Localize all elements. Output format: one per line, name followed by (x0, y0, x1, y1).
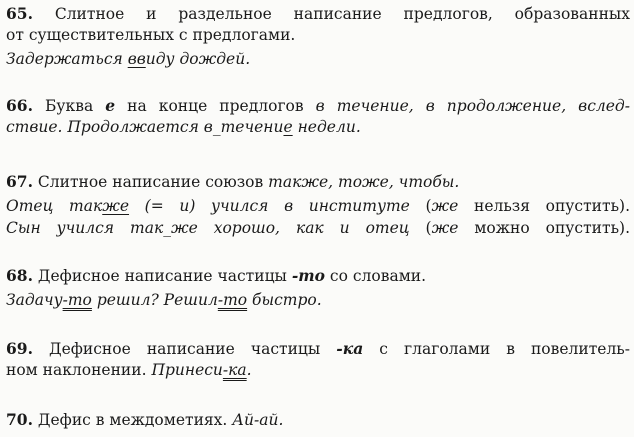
example-text: ствие. Продолжается в_течени (6, 118, 284, 136)
rule-65-title-line2 (6, 25, 630, 45)
rule-text: Буква (45, 97, 106, 115)
rule-67-title (6, 172, 630, 192)
rule-68-title (6, 266, 630, 286)
example-text: быстро. (247, 291, 322, 309)
example-text: Сын учился так_же хорошо, как и отец (6, 219, 410, 237)
example-text: Задержаться (6, 50, 128, 68)
rule-text: Слитное и раздельное написание предлогов, образованных (54, 5, 630, 23)
example-text: (= и) учился в институте (129, 197, 410, 215)
rule-text: Дефисное написание частицы (49, 340, 337, 358)
example-text: Принеси (151, 361, 223, 379)
example-note: ( (409, 219, 432, 237)
rule-number: 67. (6, 172, 33, 191)
rule-66-title-line2 (6, 117, 630, 137)
example-note-word: же (431, 197, 459, 215)
rule-67-example-1 (6, 196, 630, 216)
rule-text: Дефисное написание частицы (37, 267, 292, 285)
example-underlined: же (102, 197, 130, 215)
example-text: Задачу (6, 291, 63, 309)
rule-number: 70. (6, 410, 33, 429)
rule-text: Дефис в междометиях. (37, 411, 233, 429)
rule-example-words: в течение, в продолжение, вслед- (315, 97, 630, 115)
rule-65-example (6, 49, 630, 69)
rule-67-example-2 (6, 218, 630, 238)
rule-number: 65. (6, 4, 33, 23)
rule-68-example (6, 290, 630, 310)
rule-letter: е (105, 96, 116, 115)
rule-text: на конце предлогов (115, 97, 316, 115)
rule-66-title-line1 (6, 96, 630, 116)
example-underlined: -ка (222, 361, 247, 379)
example-note: нельзя опустить). (458, 197, 630, 215)
example-text: Ай-ай. (232, 411, 284, 429)
example-underlined: е (283, 118, 293, 136)
example-underlined: вв (127, 50, 146, 68)
rule-number: 69. (6, 339, 33, 358)
example-text: иду дождей. (145, 50, 251, 68)
rule-number: 66. (6, 96, 33, 115)
rule-particle: -ка (336, 339, 364, 358)
example-note: ( (409, 197, 432, 215)
example-text: решил? Решил (91, 291, 218, 309)
example-text: . (246, 361, 252, 379)
example-note: можно опустить). (458, 219, 630, 237)
rule-particle: -то (291, 266, 325, 285)
example-text: недели. (292, 118, 361, 136)
rule-text: с глаголами в повелитель- (363, 340, 630, 358)
rule-69-title-line2 (6, 360, 630, 380)
example-text: Отец так (6, 197, 103, 215)
example-note-word: же (431, 219, 459, 237)
rule-69-title-line1 (6, 339, 630, 359)
rule-text: со словами. (325, 267, 427, 285)
rule-65-title-line1 (6, 4, 630, 24)
rule-example-words: также, тоже, чтобы. (268, 173, 460, 191)
rule-number: 68. (6, 266, 33, 285)
rule-text: Слитное написание союзов (37, 173, 269, 191)
rule-70-title (6, 410, 630, 430)
rule-text: от существительных с предлогами. (6, 26, 296, 44)
example-underlined: -то (62, 291, 92, 309)
example-underlined: -то (217, 291, 248, 309)
rule-text: ном наклонении. (6, 361, 152, 379)
